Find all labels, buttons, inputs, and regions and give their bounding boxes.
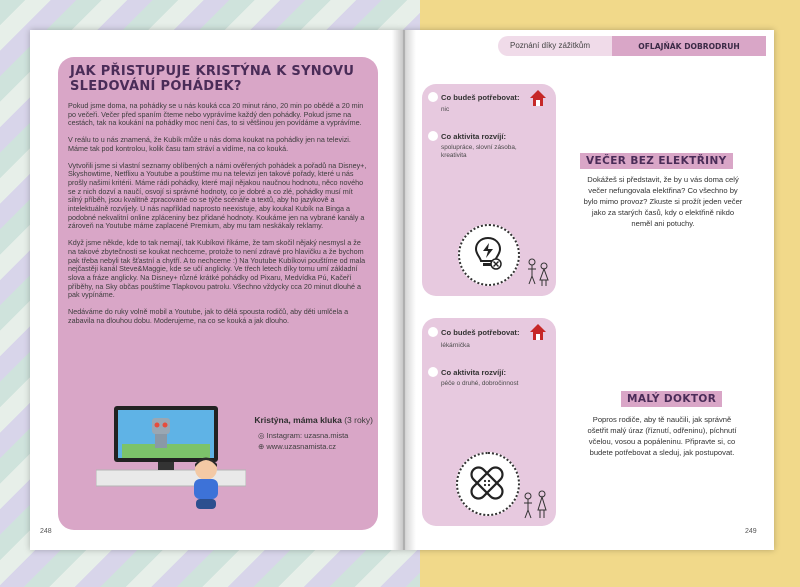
instagram-handle: Instagram: uzasna.mista xyxy=(266,431,349,440)
develops-value: spolupráce, slovní zásoba, kreativita xyxy=(441,144,517,159)
brain-icon xyxy=(428,367,438,377)
need-value: lékárnička xyxy=(441,342,470,349)
bandage-icon xyxy=(466,462,508,504)
story-paragraph: Když jsme někde, kde to tak nemají, tak Kubíkovi říkáme, že tam skočil nějaký nesmysl a že na takové zbytečnosti se koukat nechceme, protože to není zdravé pro hlavičku a že bychom pak třeba nebyli tak šťastní a chytří. A to nechceme :) Na Youtube Kubíkovi pouštíme od mala nejčastěji kanál Steve&Maggie, kde se učí anglicky. Ve třech letech díky tomu umí základní slova a fráze anglicky. Na Disney+ různé krátké pohádky od Pixaru, Medvídka Pú, Kačeří příběhy, na Sky občas pouštíme Tlapkovou patrolu. Všechno vždycky cca 20 minut dlouhé a pak vypínáme. xyxy=(68,238,366,300)
house-icon xyxy=(528,88,548,108)
instagram-line xyxy=(258,430,348,441)
develops-label: Co aktivita rozvíjí: xyxy=(441,368,506,377)
need-value: nic xyxy=(441,106,450,113)
activity-title: VEČER BEZ ELEKTŘINY xyxy=(580,153,733,169)
activity-description: Popros rodiče, aby tě naučili, jak správně ošetřit malý úraz (říznutí, odřeninu), píchnutí včelou, vosou a popáleninu. Připravte si, co budete potřebovat a sleduj, jak postupovat. xyxy=(587,415,737,457)
develops-value: péče o druhé, dobročinnost xyxy=(441,380,519,387)
author-age: (3 roky) xyxy=(344,415,373,425)
story-paragraph: V reálu to u nás znamená, že Kubík může u nás doma koukat na pohádky jen na televizi. Máme tak pod kontrolou, kolik času tam stráví a vidíme, na co kouká. xyxy=(68,135,351,153)
globe-icon: ⊕ xyxy=(258,442,265,451)
family-icon xyxy=(520,488,552,524)
activity-title: MALÝ DOKTOR xyxy=(621,391,722,407)
author-contact xyxy=(258,430,348,452)
boy-illustration xyxy=(186,455,226,513)
header-subtitle: Poznání díky zážitkům xyxy=(510,41,591,50)
instagram-icon: ◎ xyxy=(258,431,265,440)
story-paragraph: Vytvořili jsme si vlastní seznamy oblíbených a námi ověřených pohádek a pořadů na Disney+, Skyshowtime, Netflixu a Youtube a pouštíme mu na televizi jen takové pořady, které u nás prošly našimi kritérii. Máme rádi pohádky, které mají nějakou naučnou hodnotu, něco nového se z nich dozví a naučí, osvojí si správné hodnoty, co je dobré a co zlé, pohádky musí mít silný příběh, jsou kvalitně zpracované co se týče scénáře a textů, aby ho jazykově a intelektuálně rozvíjely. U nás například naprosto neexistuje, aby koukal Kubík na Binga a podobné nekvalitní online zpláceniny bez přidané hodnoty. Koukáme jen na vybrané kanály a zároveň na Youtube máme zaplacené Premium, aby mu tam neskákaly reklamy. xyxy=(68,160,367,231)
need-label: Co budeš potřebovat: xyxy=(441,328,520,337)
author-line xyxy=(225,415,373,425)
page-number-left: 248 xyxy=(40,528,52,535)
need-label: Co budeš potřebovat: xyxy=(441,93,520,102)
clipboard-icon xyxy=(428,327,438,337)
house-icon xyxy=(528,322,548,342)
story-text xyxy=(68,102,368,333)
author-name: Kristýna, máma kluka xyxy=(254,415,342,425)
page-number-right: 249 xyxy=(745,528,757,535)
develops-label: Co aktivita rozvíjí: xyxy=(441,132,506,141)
book-spine xyxy=(392,30,416,550)
header-section-title: OFLAJŇÁK DOBRODRUH xyxy=(612,36,766,56)
activity-description: Dokážeš si představit, že by u vás doma celý večer nefungovala elektřina? Co všechno by bylo mimo provoz? Zkuste si prožít jeden večer jako za starých časů, kdy o elektřině nikdo neměl ani potuchy. xyxy=(583,175,743,228)
website-line xyxy=(258,441,348,452)
story-paragraph: Pokud jsme doma, na pohádky se u nás kouká cca 20 minut ráno, 20 min po obědě a 20 min po večeři. Večer před spaním čteme nebo vyprávíme každý den pohádky. Pokud jsme na cestách, tak na koukání na pohádky moc není čas, to si většinou jen povídáme a vyprávíme. xyxy=(68,101,364,128)
clipboard-icon xyxy=(428,92,438,102)
website-url: www.uzasnamista.cz xyxy=(266,442,336,451)
no-electricity-icon xyxy=(472,236,504,272)
story-paragraph: Nedáváme do ruky volně mobil a Youtube, jak to dělá spousta rodičů, aby děti umlčela a zabavila na dlouhou dobu. Moderujeme, na co se kouká a jak dlouho. xyxy=(68,307,349,325)
story-title: JAK PŘISTUPUJE KRISTÝNA K SYNOVU SLEDOVÁNÍ POHÁDEK? xyxy=(70,64,355,94)
brain-icon xyxy=(428,131,438,141)
family-icon xyxy=(524,256,552,292)
